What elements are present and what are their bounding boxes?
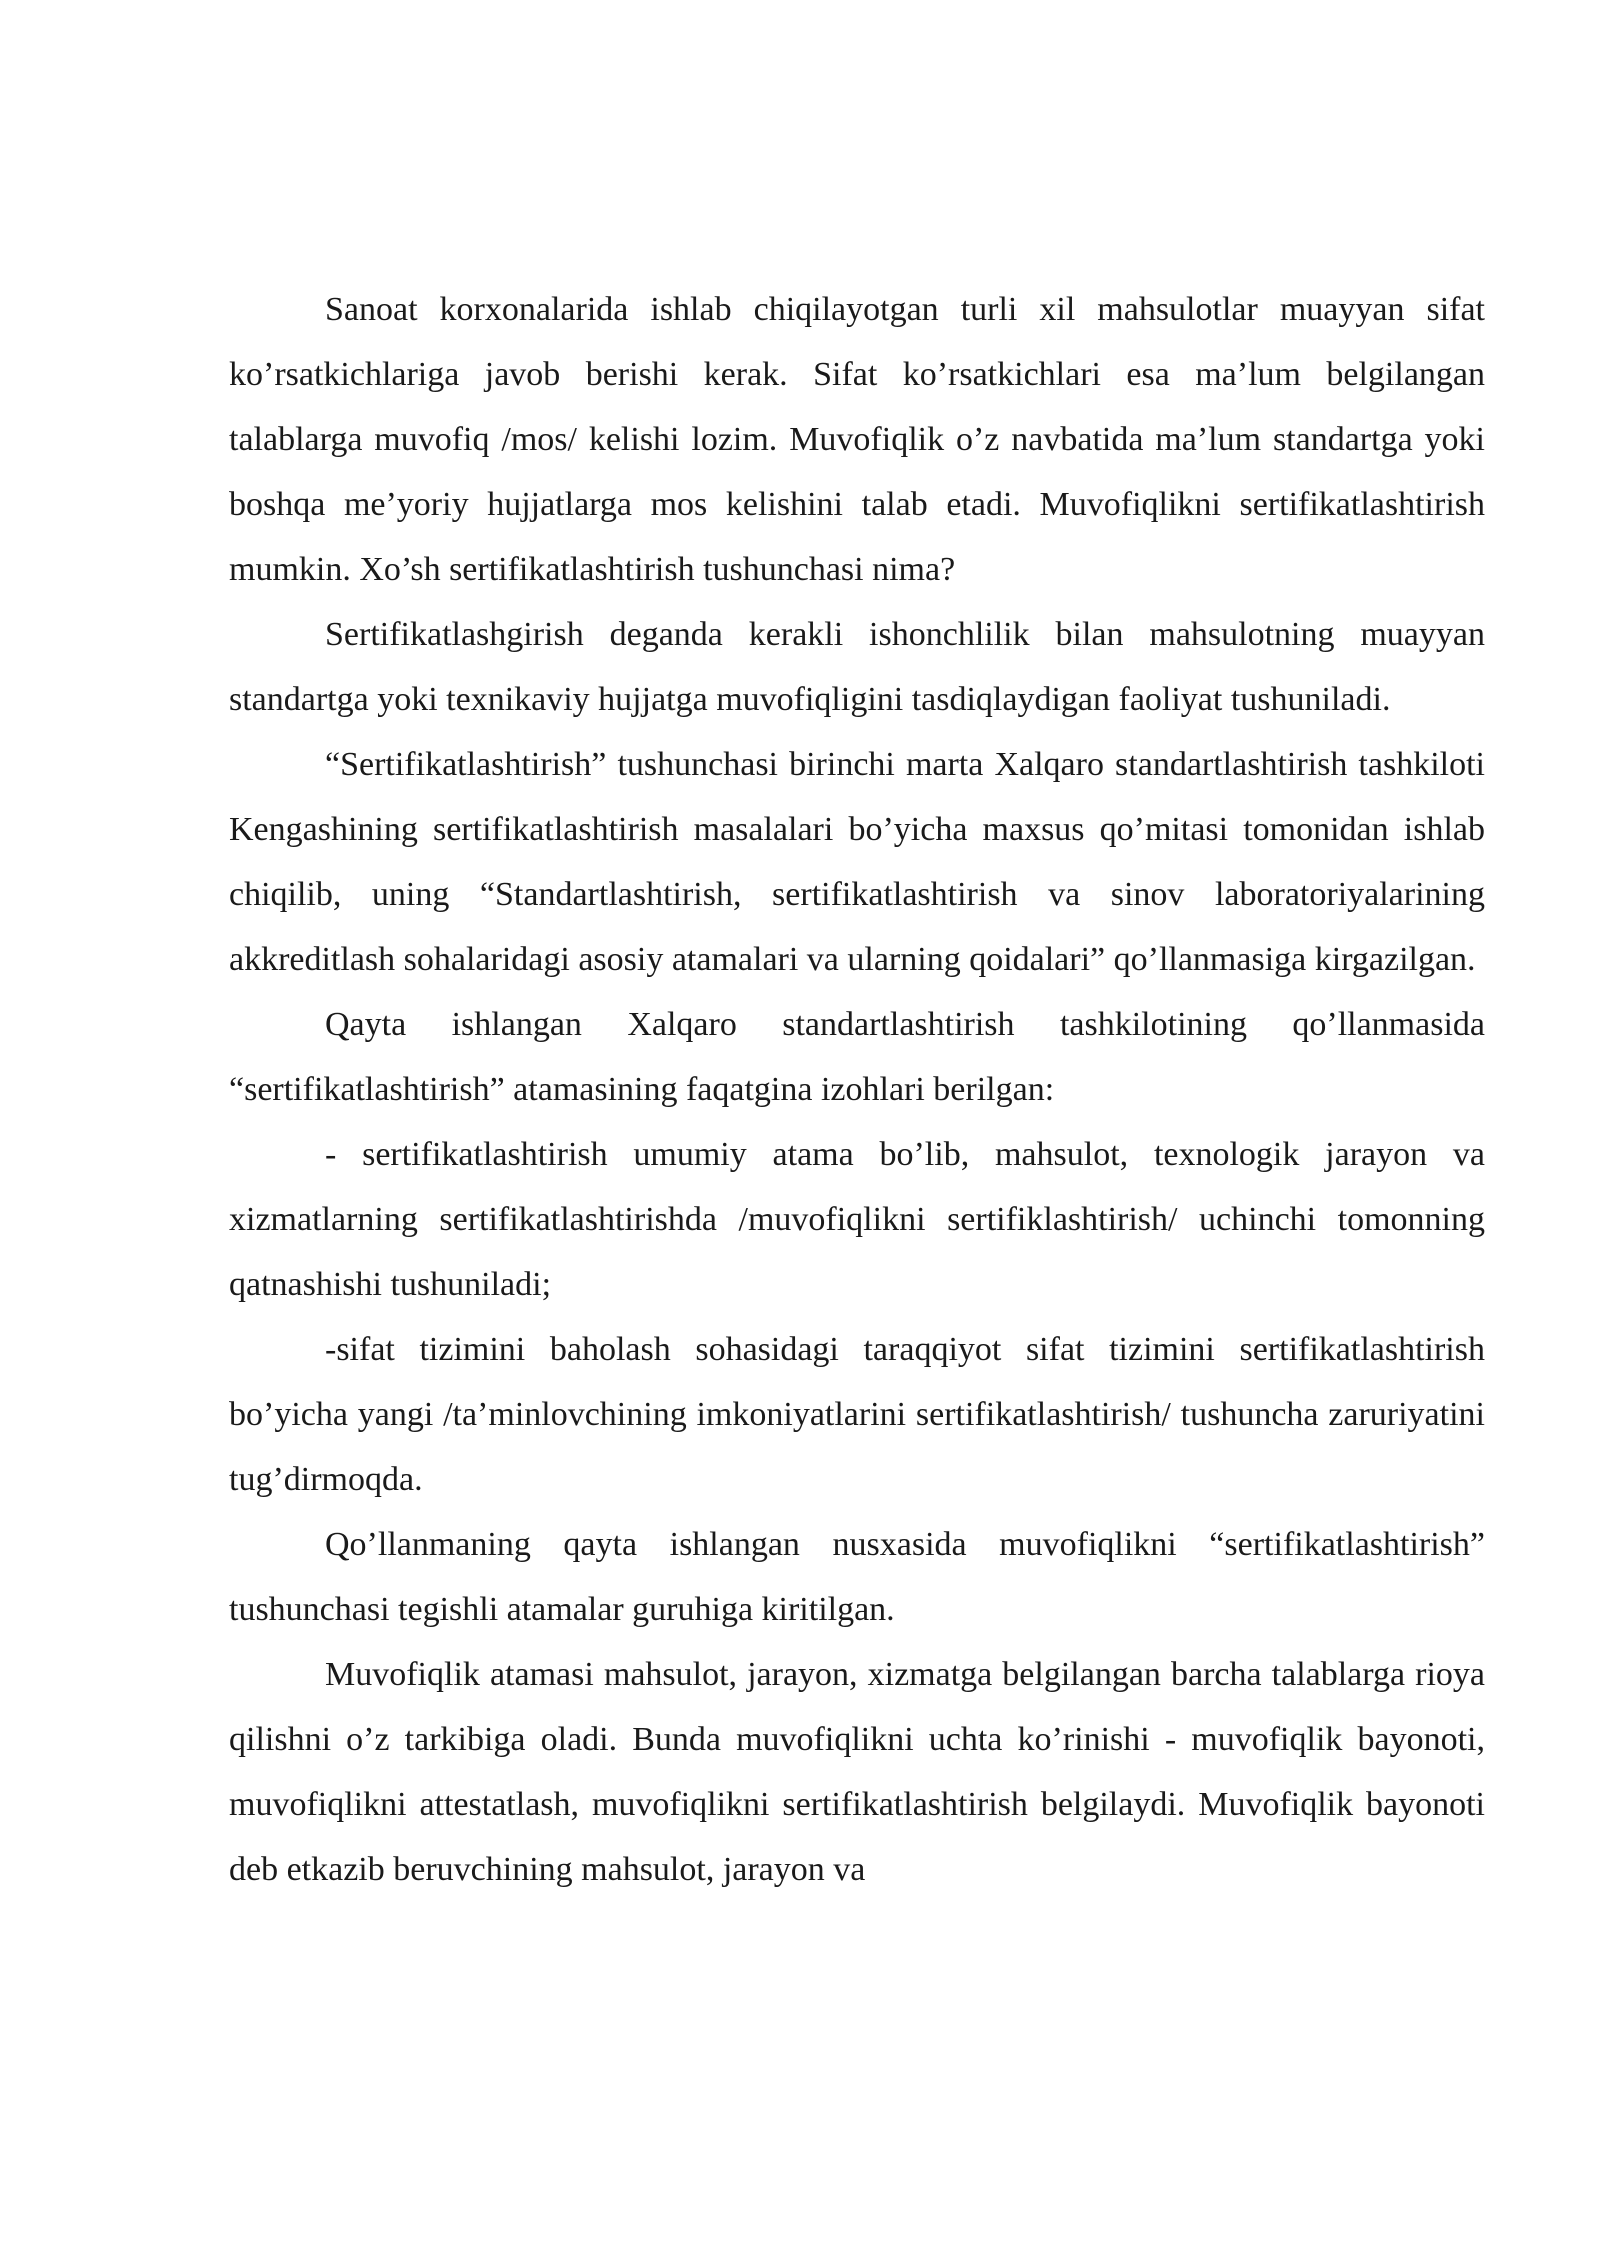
paragraph-4: Qayta ishlangan Xalqaro standartlashtirish tashkilotining qo’llanmasida “sertifikatlashtirish” atamasining faqatgina izohlari berilgan: — [229, 1006, 1485, 1108]
paragraph-3: “Sertifikatlashtirish” tushunchasi birinchi marta Xalqaro standartlashtirish tashkiloti Kengashining sertifikatlashtirish masalalari bo’yicha maxsus qo’mitasi tomonidan ishlab chiqilib, uning “Standartlashtirish, sertifikatlashtirish va sinov laboratoriyalarining akkreditlash sohalaridagi asosiy atamalari va ularning qoidalari” qo’llanmasiga kirgazilgan. — [229, 746, 1485, 978]
document-body — [229, 277, 1485, 1902]
paragraph-1: Sanoat korxonalarida ishlab chiqilayotgan turli xil mahsulotlar muayyan sifat ko’rsatkichlariga javob berishi kerak. Sifat ko’rsatkichlari esa ma’lum belgilangan talablarga muvofiq /mos/ kelishi lozim. Muvofiqlik o’z navbatida ma’lum standartga yoki boshqa me’yoriy hujjatlarga mos kelishini talab etadi. Muvofiqlikni sertifikatlashtirish mumkin. Xo’sh sertifikatlashtirish tushunchasi nima? — [229, 291, 1485, 588]
paragraph-5: Qo’llanmaning qayta ishlangan nusxasida muvofiqlikni “sertifikatlashtirish” tushunchasi tegishli atamalar guruhiga kiritilgan. — [229, 1526, 1485, 1628]
list-item-1: - sertifikatlashtirish umumiy atama bo’lib, mahsulot, texnologik jarayon va xizmatlarning sertifikatlashtirishda /muvofiqlikni sertifiklashtirish/ uchinchi tomonning qatnashishi tushuniladi; — [229, 1136, 1485, 1303]
list-item-2: -sifat tizimini baholash sohasidagi taraqqiyot sifat tizimini sertifikatlashtirish bo’yicha yangi /ta’minlovchining imkoniyatlarini sertifikatlashtirish/ tushuncha zaruriyatini tug’dirmoqda. — [229, 1331, 1485, 1498]
paragraph-2: Sertifikatlashgirish deganda kerakli ishonchlilik bilan mahsulotning muayyan standartga yoki texnikaviy hujjatga muvofiqligini tasdiqlaydigan faoliyat tushuniladi. — [229, 616, 1485, 718]
paragraph-6: Muvofiqlik atamasi mahsulot, jarayon, xizmatga belgilangan barcha talablarga rioya qilishni o’z tarkibiga oladi. Bunda muvofiqlikni uchta ko’rinishi - muvofiqlik bayonoti, muvofiqlikni attestatlash, muvofiqlikni sertifikatlashtirish belgilaydi. Muvofiqlik bayonoti deb etkazib beruvchining mahsulot, jarayon va — [229, 1656, 1485, 1888]
